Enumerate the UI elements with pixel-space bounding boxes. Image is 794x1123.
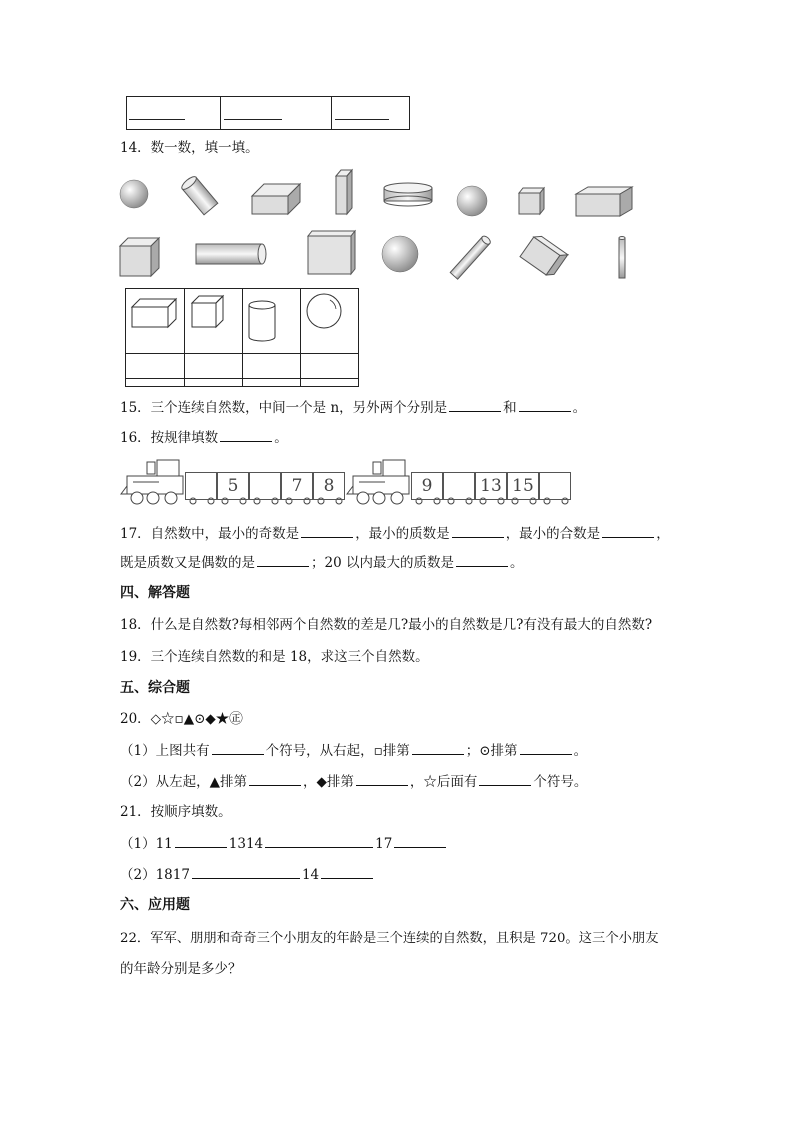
shape-count-table xyxy=(125,288,359,387)
answer-blank[interactable] xyxy=(129,119,185,120)
table-divider xyxy=(126,378,359,379)
cylinder-shape xyxy=(180,175,218,215)
answer-blank[interactable] xyxy=(452,524,504,538)
q15-text: 和 xyxy=(503,400,517,416)
q20-part-1 xyxy=(120,741,587,760)
train-car xyxy=(185,472,217,500)
q17-line-1 xyxy=(120,524,670,543)
train-car xyxy=(539,472,571,500)
q14-label: 14．数一数，填一填。 xyxy=(120,140,259,156)
answer-blank[interactable] xyxy=(175,834,227,848)
sphere-shape xyxy=(457,186,487,216)
q22-line-1: 22．军军、朋朋和奇奇三个小朋友的年龄是三个连续的自然数，且积是 720。这三个小朋友 xyxy=(120,931,659,946)
q20-text: （2）从左起，▲排第 xyxy=(120,774,247,790)
answer-blank[interactable] xyxy=(449,398,501,412)
q16-line xyxy=(120,428,288,447)
table-shape-icons xyxy=(126,289,359,353)
answer-blank[interactable] xyxy=(456,553,508,567)
q21-text: 1314 xyxy=(228,836,264,852)
section-5-title: 五、综合题 xyxy=(120,680,190,696)
answer-blank[interactable] xyxy=(479,772,531,786)
train-car xyxy=(443,472,475,500)
answer-blank[interactable] xyxy=(301,524,353,538)
wide-cuboid-shape xyxy=(576,187,632,216)
answer-blank[interactable] xyxy=(519,398,571,412)
q17-text: 17．自然数中，最小的奇数是 xyxy=(120,526,300,542)
answer-blank[interactable] xyxy=(602,524,654,538)
q16-text: 16．按规律填数 xyxy=(120,430,219,446)
answer-blank[interactable] xyxy=(356,772,408,786)
answer-blank[interactable] xyxy=(257,553,309,567)
locomotive-icon xyxy=(121,460,183,504)
q21-text: （2）1817 xyxy=(120,867,190,883)
answer-blank[interactable] xyxy=(224,119,282,120)
cuboid-icon xyxy=(132,299,176,327)
train-car xyxy=(249,472,281,500)
cube-shape xyxy=(120,238,159,276)
q18-text: 18．什么是自然数?每相邻两个自然数的差是几?最小的自然数是几?有没有最大的自然数? xyxy=(120,617,653,633)
cylinder-icon xyxy=(249,301,275,341)
cube-icon xyxy=(192,296,223,327)
train-car: 15 xyxy=(507,472,539,500)
q20-text: 。 xyxy=(573,743,588,759)
answer-blank[interactable] xyxy=(220,428,272,442)
train-figure xyxy=(119,456,589,508)
locomotive-icon xyxy=(347,460,409,504)
q20-text: ；⊙排第 xyxy=(465,743,518,759)
q21-part-2 xyxy=(120,865,375,884)
q17-text: ， xyxy=(656,526,670,542)
cuboid-shape xyxy=(252,184,300,214)
table-divider xyxy=(220,97,221,130)
q21-label: 21．按顺序填数。 xyxy=(120,804,232,820)
q21-part-1 xyxy=(120,834,448,853)
q17-text: 既是质数又是偶数的是 xyxy=(120,555,255,571)
q20-text: 个符号。 xyxy=(533,774,588,790)
q21-text: 17 xyxy=(375,836,393,852)
table-divider xyxy=(331,97,332,130)
answer-blank[interactable] xyxy=(394,834,446,848)
q20-text: 个符号，从右起，▫排第 xyxy=(265,743,410,759)
q22-line-2: 的年龄分别是多少？ xyxy=(120,961,242,977)
q17-text: 。 xyxy=(509,555,524,571)
answer-blank[interactable] xyxy=(249,772,301,786)
q20-text: （1）上图共有 xyxy=(120,743,210,759)
q17-line-2 xyxy=(120,553,523,572)
section-4-title: 四、解答题 xyxy=(120,585,190,601)
train-car: 9 xyxy=(411,472,443,500)
top-answer-table xyxy=(126,96,410,130)
q20-text: ，☆后面有 xyxy=(409,774,478,790)
answer-blank[interactable] xyxy=(335,119,389,120)
q17-text: ，最小的质数是 xyxy=(355,526,450,542)
thin-cylinder-shape xyxy=(619,237,625,279)
q21-text: （1）11 xyxy=(120,836,173,852)
long-cylinder-shape xyxy=(196,244,266,264)
q17-text: ，最小的合数是 xyxy=(505,526,601,542)
train-car: 5 xyxy=(217,472,249,500)
q20-label: 20．◇☆▫▲⊙◆★㊣ xyxy=(120,711,243,727)
answer-blank[interactable] xyxy=(412,741,464,755)
shapes-row-2 xyxy=(112,226,642,282)
sphere-shape xyxy=(382,236,418,272)
q15-line xyxy=(120,398,586,417)
sphere-icon xyxy=(307,294,341,328)
train-car: 13 xyxy=(475,472,507,500)
sphere-shape xyxy=(120,180,148,208)
q15-text: 15．三个连续自然数，中间一个是 n，另外两个分别是 xyxy=(120,400,448,416)
q21-text: 14 xyxy=(301,867,320,883)
answer-blank[interactable] xyxy=(192,865,300,879)
q20-part-2 xyxy=(120,772,587,791)
q17-text: ；20 以内最大的质数是 xyxy=(311,555,454,571)
small-cube-shape xyxy=(519,188,544,214)
q20-text: ，◆排第 xyxy=(302,774,354,790)
tall-cuboid-shape xyxy=(336,170,352,214)
q16-text: 。 xyxy=(274,430,288,446)
answer-blank[interactable] xyxy=(321,865,373,879)
q19-text: 19．三个连续自然数的和是 18，求这三个自然数。 xyxy=(120,649,429,665)
section-6-title: 六、应用题 xyxy=(120,897,190,913)
tilted-cuboid-shape xyxy=(520,233,568,279)
shapes-row-1 xyxy=(112,166,642,221)
train-car: 7 xyxy=(281,472,313,500)
disc-cylinder-shape xyxy=(384,183,432,206)
cube-shape xyxy=(308,231,355,274)
train-car: 8 xyxy=(313,472,345,500)
q15-text: 。 xyxy=(572,400,587,416)
answer-blank[interactable] xyxy=(265,834,373,848)
tilted-cylinder-shape xyxy=(450,235,492,280)
table-divider xyxy=(126,353,359,354)
answer-blank[interactable] xyxy=(212,741,264,755)
answer-blank[interactable] xyxy=(520,741,572,755)
